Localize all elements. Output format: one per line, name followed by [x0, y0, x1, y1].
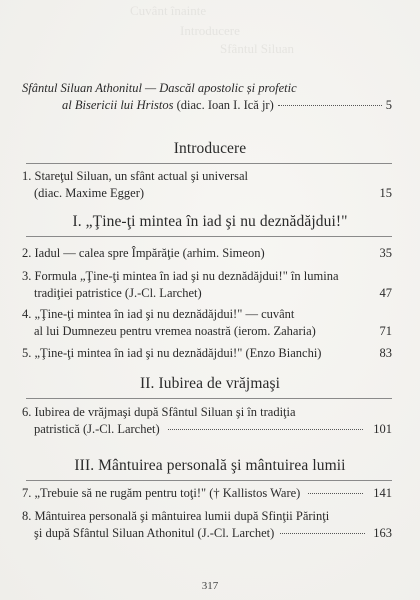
section-heading-1: I. „Ţine-ţi mintea în iad şi nu deznădăjdui!"	[72, 213, 348, 230]
toc-entry-preface[interactable]	[22, 80, 392, 114]
page-number: 71	[379, 324, 392, 338]
section-heading-2: II. Iubirea de vrăjmaşi	[139, 375, 280, 392]
entry-line: 6. Iubirea de vrăjmaşi după Sfântul Siluan şi în tradiţia	[22, 405, 296, 419]
entry-line: 1. Stareţul Siluan, un sfânt actual şi universal	[22, 169, 248, 183]
page-number: 101	[373, 422, 392, 436]
entry-line: tradiţiei patristice (J.-Cl. Larchet)	[34, 286, 202, 300]
page-number: 15	[379, 186, 392, 200]
leader-dots	[308, 493, 363, 494]
entry-line: 8. Mântuirea personală şi mântuirea lumii după Sfinţii Părinţi	[22, 509, 330, 523]
toc-entry-8[interactable]	[22, 508, 392, 542]
toc-entry-7[interactable]	[22, 485, 392, 502]
preface-title-line1: Sfântul Siluan Athonitul — Dascăl apostolic și profetic	[22, 81, 297, 95]
section-heading-3: III. Mântuirea personală şi mântuirea lumii	[74, 457, 346, 474]
entry-line: 7. „Trebuie să ne rugăm pentru toţi!" († Kallistos Ware)	[22, 486, 301, 500]
entry-line: 2. Iadul — calea spre Împărăţie (arhim. Simeon)	[22, 246, 265, 260]
entry-line: 5. „Ţine-ţi mintea în iad şi nu deznădăjdui!" (Enzo Bianchi)	[22, 346, 322, 360]
ghost-line: Sfântul Siluan	[220, 41, 295, 56]
section-heading-introducere: Introducere	[173, 140, 247, 157]
page-number: 83	[379, 346, 392, 360]
entry-line: şi după Sfântul Siluan Athonitul (J.-Cl. Larchet)	[34, 526, 275, 540]
folio-page-number: 317	[201, 580, 219, 592]
section-divider	[26, 163, 392, 164]
entry-line: 3. Formula „Ţine-ţi mintea în iad şi nu deznădăjdui!" în lumina	[22, 269, 339, 283]
entry-line: patristică (J.-Cl. Larchet)	[34, 422, 160, 436]
toc-entry-1[interactable]	[22, 168, 392, 202]
toc-entry-5[interactable]	[22, 345, 392, 362]
preface-title-line2: al Bisericii lui Hristos	[62, 98, 174, 112]
leader-dots	[278, 105, 382, 106]
leader-dots	[280, 533, 365, 534]
page-number: 141	[373, 486, 392, 500]
section-divider	[26, 236, 392, 237]
entry-line: (diac. Maxime Egger)	[34, 186, 145, 200]
toc-entry-2[interactable]	[22, 245, 392, 262]
ghost-line: Introducere	[180, 23, 240, 38]
leader-dots	[168, 429, 364, 430]
entry-line: 4. „Ţine-ţi mintea în iad şi nu deznădăjdui!" — cuvânt	[22, 307, 295, 321]
ghost-line: Cuvânt înainte	[130, 3, 207, 18]
section-divider	[26, 480, 392, 481]
entry-line: al lui Dumnezeu pentru vremea noastră (ierom. Zaharia)	[34, 324, 316, 338]
page-number: 35	[379, 246, 392, 260]
page-number: 5	[385, 98, 392, 112]
page-number: 163	[373, 526, 392, 540]
preface-author: (diac. Ioan I. Ică jr)	[173, 98, 274, 112]
bleed-through-text	[70, 0, 390, 54]
toc-entry-4[interactable]	[22, 306, 392, 340]
page-number: 47	[379, 286, 392, 300]
section-divider	[26, 398, 392, 399]
toc-entry-6[interactable]	[22, 404, 392, 438]
toc-entry-3[interactable]	[22, 268, 392, 302]
